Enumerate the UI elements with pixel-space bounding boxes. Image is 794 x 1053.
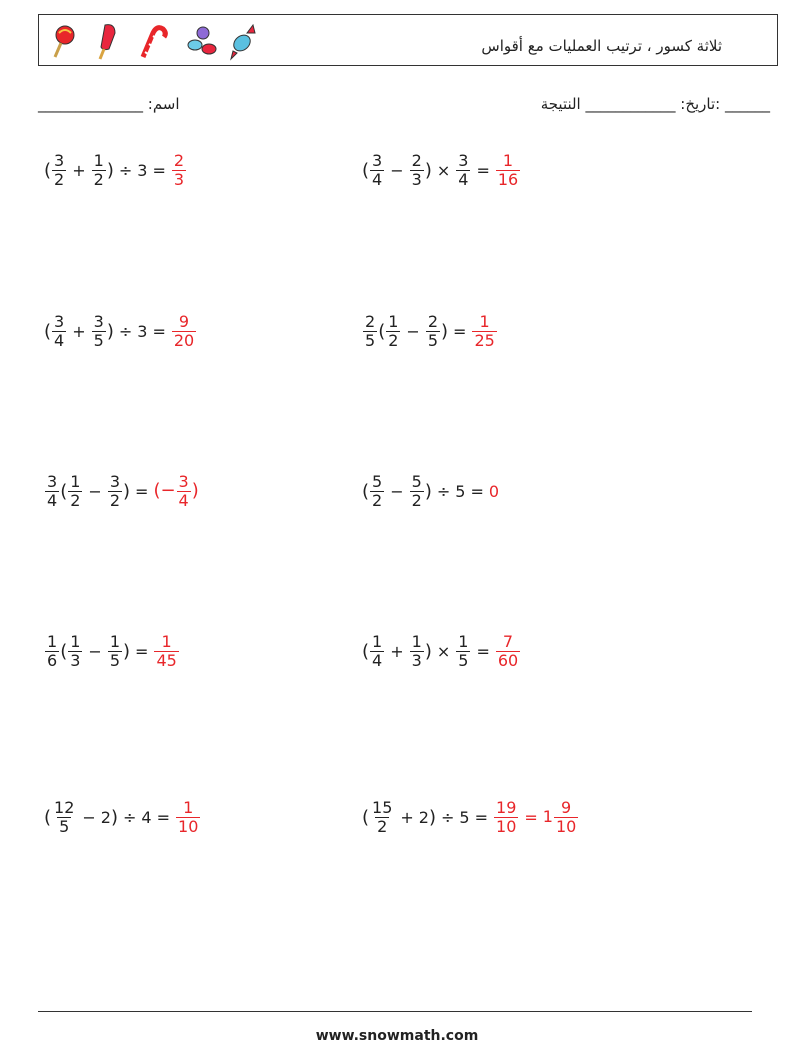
wrapped-candy-icon [231, 25, 255, 59]
problem-9: ( $\frac{12}{5}$ − 2 ) ÷ 4 = $\frac{1}{10}$ [44, 797, 199, 836]
problem-8: ( $\frac{1}{4}$ + $\frac{1}{3}$ ) × $\frac{1}{5}$ = $\frac{7}{60}$ [362, 631, 519, 670]
worksheet-title: ثلاثة كسور ، ترتيب العمليات مع أقواس [481, 37, 722, 55]
popsicle-icon [100, 25, 115, 59]
answer: 0 [488, 481, 500, 501]
problem-3: ( $\frac{3}{4}$ + $\frac{3}{5}$ ) ÷ 3 = $\frac{9}{20}$ [44, 311, 195, 350]
problem-5: $\frac{3}{4}$ ( $\frac{1}{2}$ − $\frac{3}{2}$ ) = (− $\frac{3}{4}$ ) [47, 471, 199, 510]
problem-6: ( $\frac{5}{2}$ − $\frac{5}{2}$ ) ÷ 5 = 0 [362, 471, 500, 510]
answer: $\frac{1}{16}$ [497, 150, 519, 189]
candy-icons [47, 21, 257, 61]
answer: $\frac{1}{25}$ [474, 311, 495, 350]
answer: $\frac{9}{20}$ [173, 311, 195, 350]
lollipop-icon [55, 26, 74, 57]
answer: $\frac{2}{3}$ [173, 150, 185, 189]
answer: $\frac{1}{10}$ [178, 797, 199, 836]
worksheet-header [38, 14, 778, 66]
problem-10: ( $\frac{15}{2}$ + 2 ) ÷ 5 = $\frac{19}{10}$ = 1 $\frac{9}{10}$ [362, 793, 579, 841]
problem-1: ( $\frac{3}{2}$ + $\frac{1}{2}$ ) ÷ 3 = $\frac{2}{3}$ [44, 150, 185, 189]
answer: (− $\frac{3}{4}$ ) [153, 471, 199, 510]
candy-cane-icon [143, 28, 165, 57]
problem-4: $\frac{2}{5}$ ( $\frac{1}{2}$ − $\frac{2}{5}$ ) = $\frac{1}{25}$ [365, 311, 495, 350]
date-score-field: ______ :تاريخ: ____________ النتيجة [540, 95, 770, 113]
footer-divider [38, 1011, 752, 1012]
problem-7: $\frac{1}{6}$ ( $\frac{1}{3}$ − $\frac{1}{5}$ ) = $\frac{1}{45}$ [47, 631, 177, 670]
answer: $\frac{7}{60}$ [497, 631, 519, 670]
candies-icon [188, 27, 216, 54]
answer: $\frac{19}{10}$ [496, 797, 517, 836]
answer: $\frac{1}{45}$ [156, 631, 177, 670]
problem-2: ( $\frac{3}{4}$ − $\frac{2}{3}$ ) × $\frac{3}{4}$ = $\frac{1}{16}$ [362, 150, 519, 189]
footer-site: www.snowmath.com [315, 1028, 479, 1044]
mixed-answer: 1 $\frac{9}{10}$ [542, 797, 577, 836]
name-field: اسم: ______________ [38, 95, 180, 113]
